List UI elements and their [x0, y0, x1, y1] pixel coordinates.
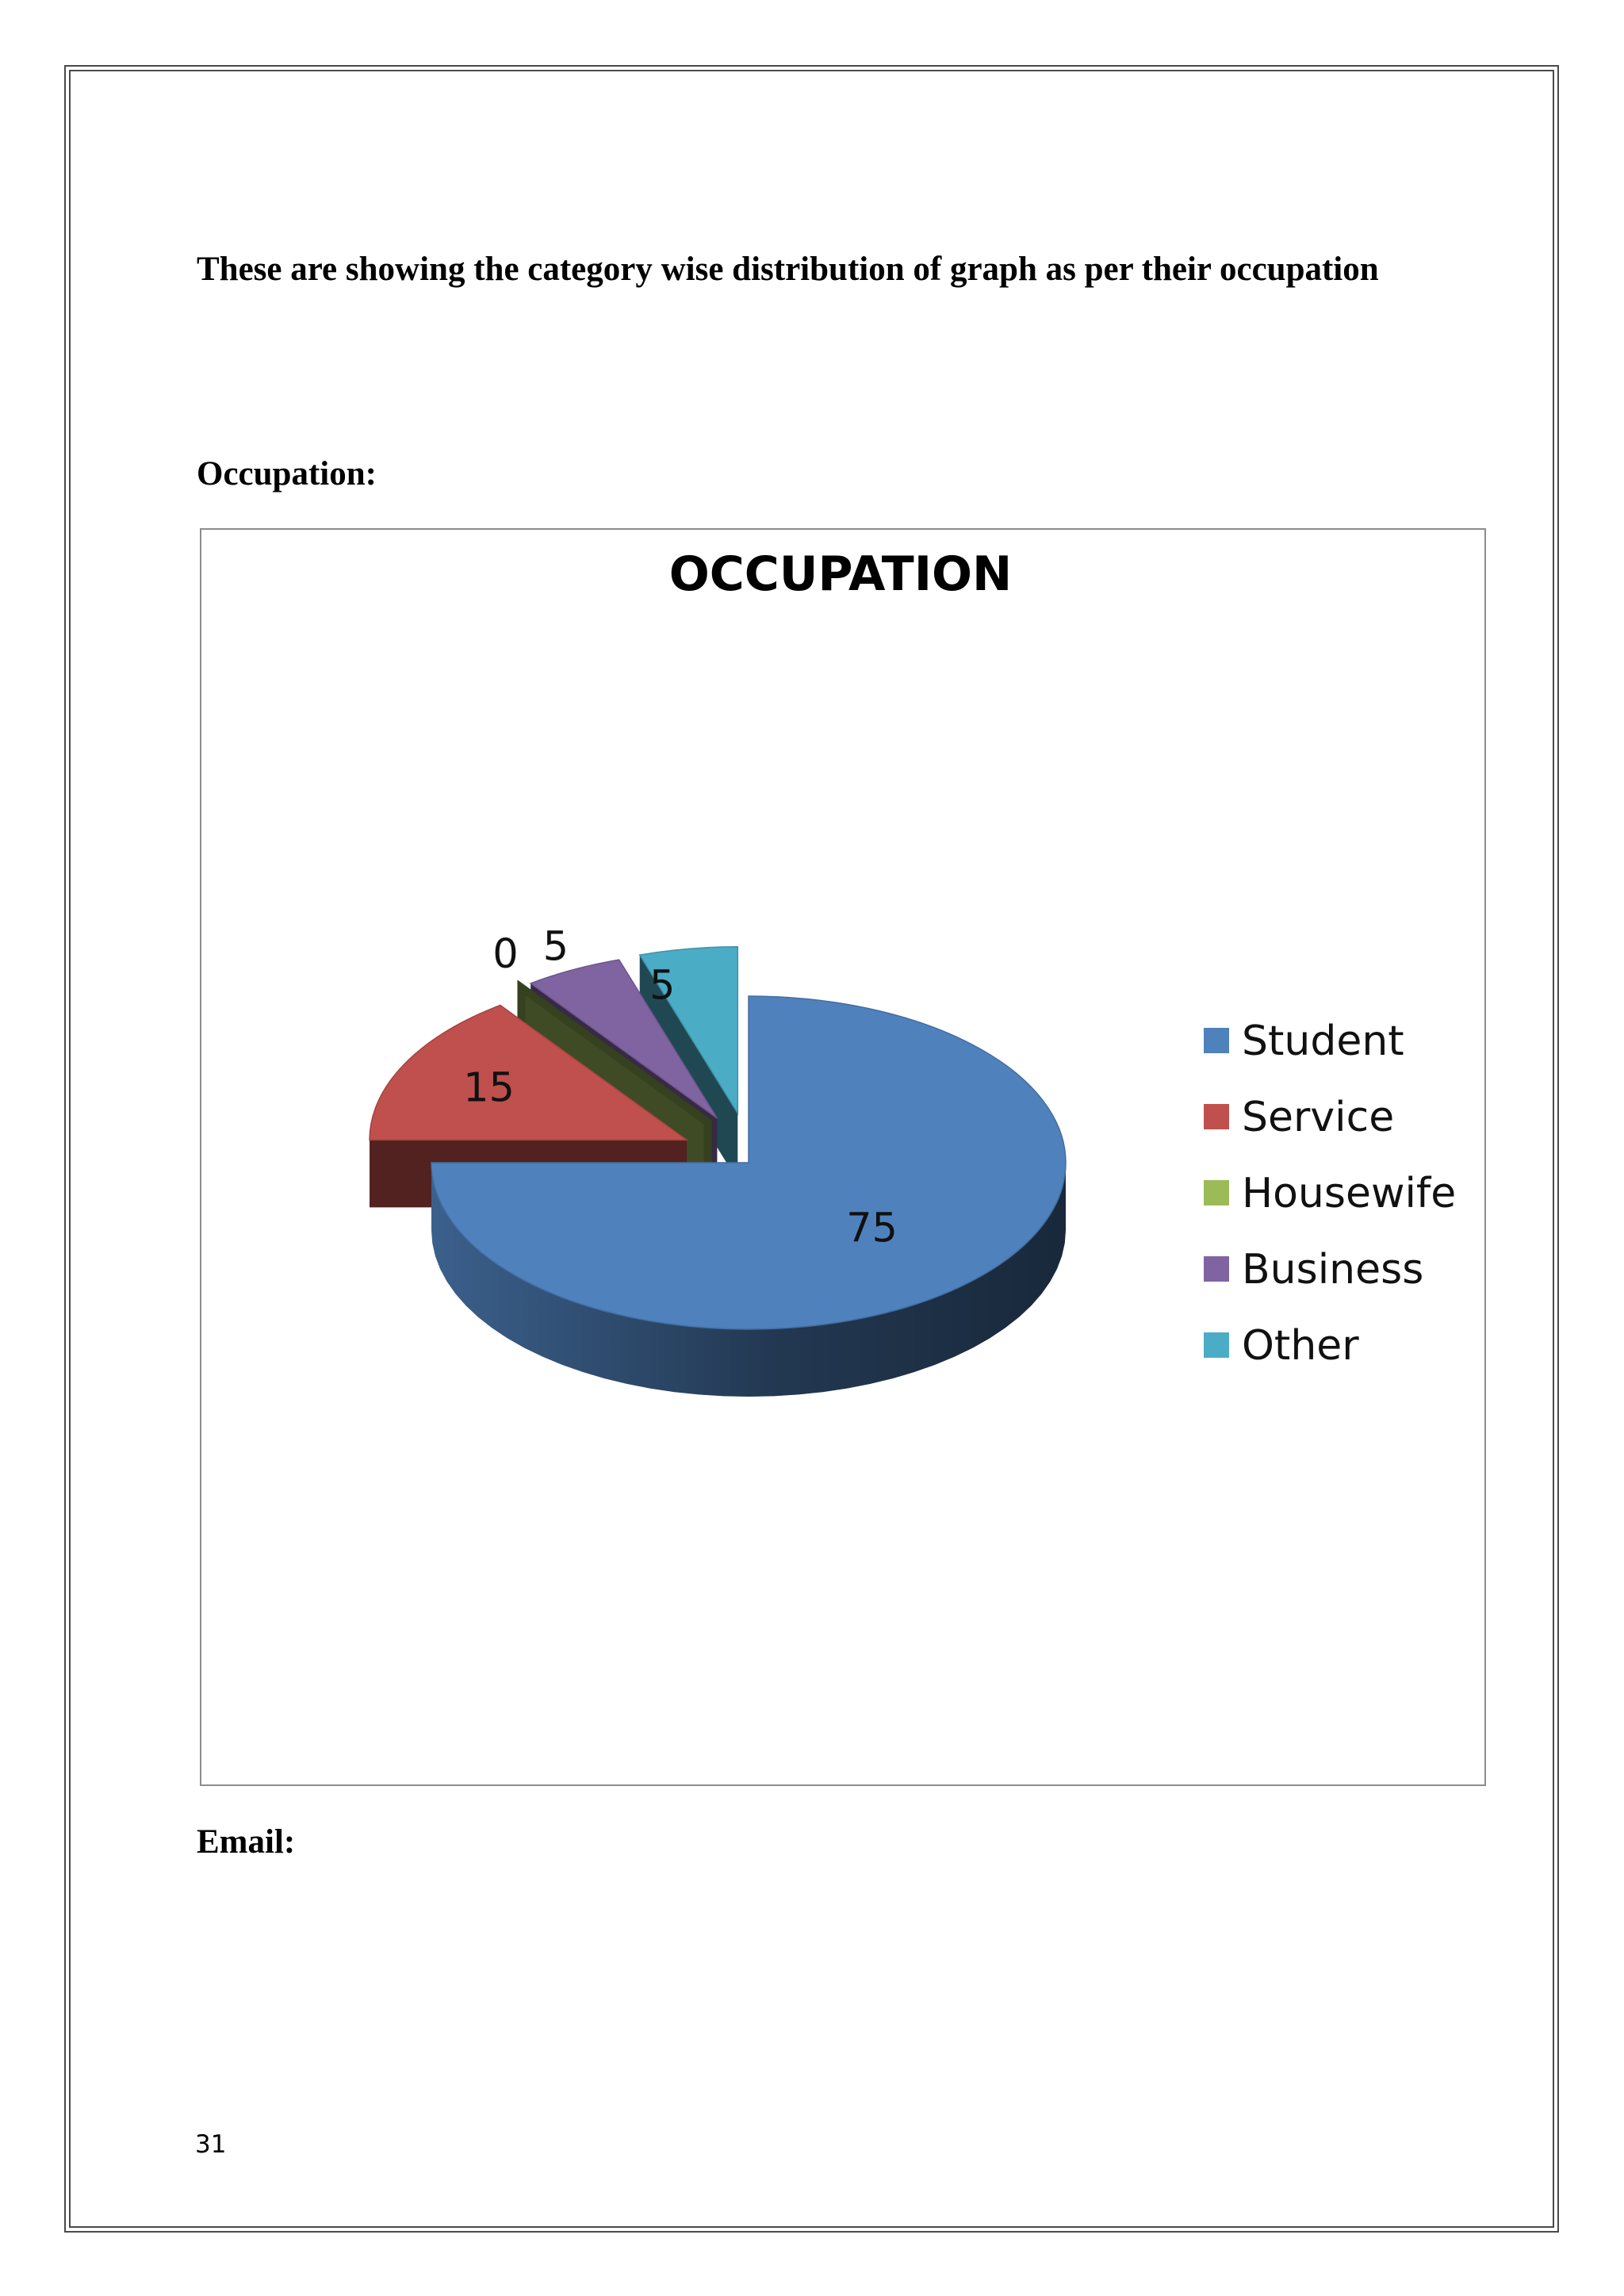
page-number: 31	[195, 2130, 227, 2159]
legend-label-other: Other	[1242, 1322, 1359, 1370]
legend-swatch-business	[1204, 1256, 1229, 1282]
chart-legend	[1204, 1018, 1456, 1370]
legend-label-service: Service	[1242, 1094, 1395, 1141]
occupation-heading: Occupation:	[197, 455, 377, 493]
data-label-housewife: 0	[492, 931, 519, 979]
legend-swatch-other	[1204, 1332, 1229, 1358]
data-label-student: 75	[846, 1205, 898, 1252]
legend-label-business: Business	[1242, 1246, 1424, 1294]
intro-paragraph: These are showing the category wise distribution of graph as per their occupation	[197, 251, 1379, 288]
legend-swatch-housewife	[1204, 1180, 1229, 1205]
data-label-business: 5	[542, 923, 569, 971]
chart-canvas	[201, 530, 1484, 1784]
legend-label-student: Student	[1242, 1018, 1404, 1065]
email-heading: Email:	[197, 1823, 296, 1861]
data-label-other: 5	[649, 962, 676, 1010]
occupation-chart	[200, 528, 1486, 1786]
data-label-service: 15	[463, 1064, 515, 1112]
chart-title: OCCUPATION	[668, 546, 1013, 602]
legend-swatch-student	[1204, 1028, 1229, 1053]
legend-swatch-service	[1204, 1104, 1229, 1129]
legend-label-housewife: Housewife	[1242, 1170, 1457, 1217]
